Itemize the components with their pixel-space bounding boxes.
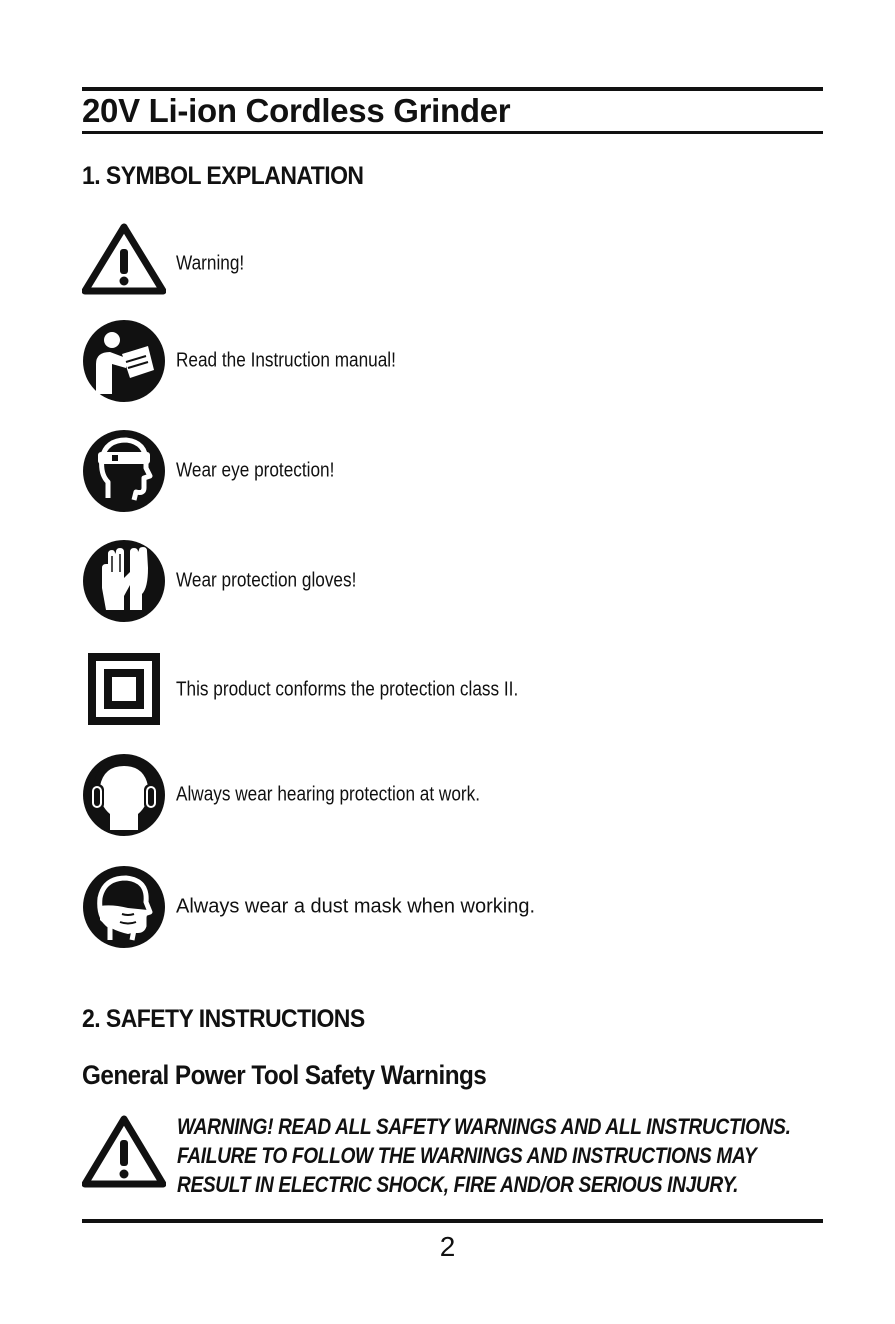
symbol-label: This product conforms the protection class II. [176, 678, 519, 701]
warning-line: WARNING! READ ALL SAFETY WARNINGS AND ALL INSTRUCTIONS. [177, 1114, 791, 1139]
eye-protection-icon [82, 428, 166, 514]
symbol-row-eye-protection [82, 428, 822, 514]
symbol-label: Warning! [176, 252, 245, 275]
symbol-row-warning [82, 221, 822, 307]
read-manual-icon [82, 318, 166, 404]
page-number: 2 [439, 1231, 456, 1262]
symbol-label: Wear protection gloves! [176, 569, 357, 592]
section-heading-symbol-explanation: 1. SYMBOL EXPLANATION [82, 162, 364, 190]
document-title: 20V Li-ion Cordless Grinder [82, 92, 511, 129]
warning-line: FAILURE TO FOLLOW THE WARNINGS AND INSTRUCTIONS MAY [177, 1143, 757, 1168]
symbol-row-dust-mask [82, 864, 822, 950]
warning-triangle-icon [82, 1114, 166, 1190]
symbol-row-hearing-protection [82, 752, 822, 838]
hearing-protection-icon [82, 752, 166, 838]
gloves-icon [82, 538, 166, 624]
symbol-label: Wear eye protection! [176, 459, 335, 482]
title-rule [82, 131, 823, 134]
top-rule [82, 87, 823, 91]
symbol-row-gloves [82, 538, 822, 624]
general-warning-text [177, 1112, 791, 1199]
symbol-row-read-manual [82, 318, 822, 404]
section-heading-safety-instructions: 2. SAFETY INSTRUCTIONS [82, 1005, 365, 1033]
general-warning-block [82, 1112, 827, 1198]
symbol-label: Read the Instruction manual! [176, 349, 396, 372]
subsection-heading-general-warnings: General Power Tool Safety Warnings [82, 1060, 487, 1090]
symbol-row-protection-class [82, 647, 822, 733]
bottom-rule [82, 1219, 823, 1223]
symbol-label: Always wear a dust mask when working. [176, 895, 536, 918]
protection-class-ii-icon [82, 647, 166, 733]
dust-mask-icon [82, 864, 166, 950]
warning-line: RESULT IN ELECTRIC SHOCK, FIRE AND/OR SERIOUS INJURY. [177, 1172, 739, 1197]
warning-triangle-icon [82, 221, 166, 307]
symbol-label: Always wear hearing protection at work. [176, 783, 481, 806]
